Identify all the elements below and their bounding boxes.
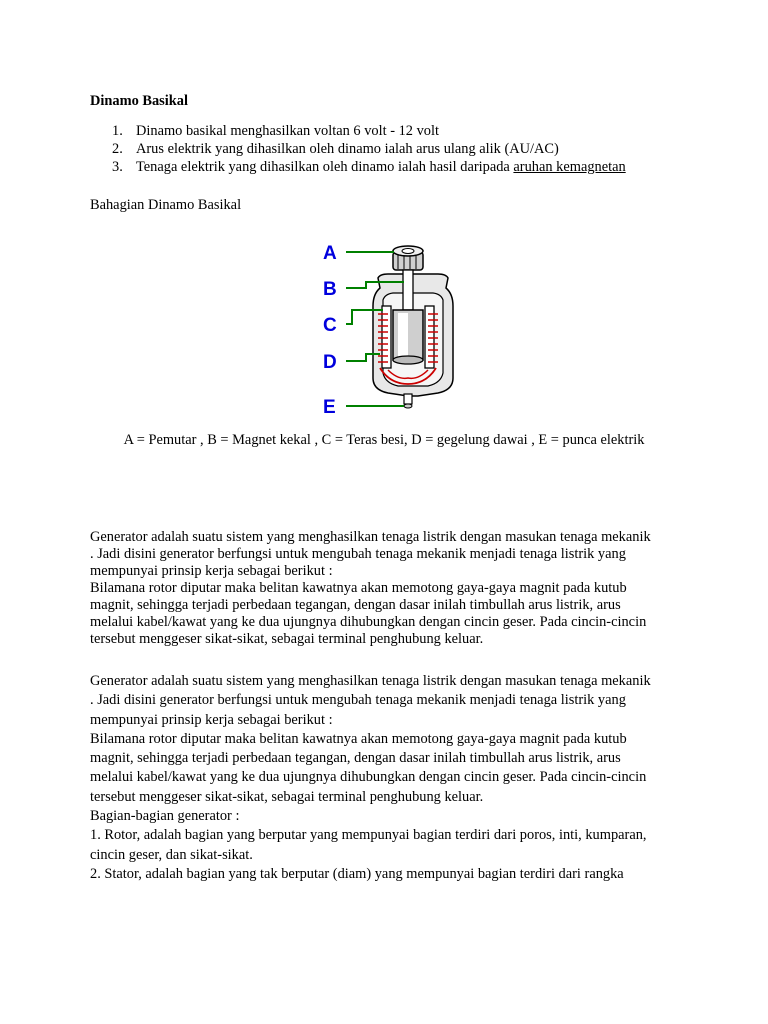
- section-heading: Bahagian Dinamo Basikal: [90, 197, 242, 213]
- diagram-label-d: D: [323, 352, 337, 373]
- dynamo-body: [373, 246, 453, 408]
- list-item-text: Tenaga elektrik yang dihasilkan oleh dinamo ialah hasil daripada: [136, 159, 514, 175]
- underlined-term: aruhan kemagnetan: [513, 159, 626, 175]
- paragraph-line: 2. Stator, adalah bagian yang tak berputar (diam) yang mempunyai bagian terdiri dari rangka: [90, 865, 624, 882]
- paragraph-line: magnit, sehingga terjadi perbedaan tegangan, dengan dasar inilah timbullah arus listrik, arus: [90, 597, 621, 613]
- list-number: 1.: [112, 123, 123, 139]
- document-title: Dinamo Basikal: [90, 93, 188, 109]
- list-item: [90, 140, 626, 158]
- paragraph-line: Generator adalah suatu sistem yang menghasilkan tenaga listrik dengan masukan tenaga mekanik: [90, 529, 651, 545]
- list-number: 3.: [112, 159, 123, 175]
- paragraph-line: Bilamana rotor diputar maka belitan kawatnya akan memotong gaya-gaya magnit pada kutub: [90, 730, 627, 747]
- paragraph-line: tersebut menggeser sikat-sikat, sebagai terminal penghubung keluar.: [90, 631, 484, 647]
- paragraph-line: . Jadi disini generator berfungsi untuk mengubah tenaga mekanik menjadi tenaga listrik yang: [90, 692, 626, 709]
- list-item: [90, 158, 626, 176]
- paragraph-2: [90, 672, 690, 884]
- paragraph-line: melalui kabel/kawat yang ke dua ujungnya dihubungkan dengan cincin geser. Pada cincin-cincin: [90, 769, 647, 786]
- list-number: 2.: [112, 141, 123, 157]
- dynamo-diagram: [318, 238, 678, 418]
- paragraph-line: Bilamana rotor diputar maka belitan kawatnya akan memotong gaya-gaya magnit pada kutub: [90, 580, 627, 596]
- list-item-text: Arus elektrik yang dihasilkan oleh dinamo ialah arus ulang alik (AU/AC): [136, 141, 559, 157]
- diagram-label-e: E: [323, 397, 336, 418]
- paragraph-line: cincin geser, dan sikat-sikat.: [90, 846, 253, 863]
- paragraph-line: mempunyai prinsip kerja sebagai berikut :: [90, 563, 333, 579]
- paragraph-line: Bagian-bagian generator :: [90, 808, 240, 825]
- paragraph-line: 1. Rotor, adalah bagian yang berputar yang mempunyai bagian terdiri dari poros, inti, kumparan,: [90, 827, 647, 844]
- paragraph-line: mempunyai prinsip kerja sebagai berikut :: [90, 711, 333, 728]
- paragraph-line: tersebut menggeser sikat-sikat, sebagai terminal penghubung keluar.: [90, 788, 484, 805]
- paragraph-line: magnit, sehingga terjadi perbedaan tegangan, dengan dasar inilah timbullah arus listrik, arus: [90, 750, 621, 767]
- diagram-caption: A = Pemutar , B = Magnet kekal , C = Teras besi, D = gegelung dawai , E = punca elektrik: [123, 432, 645, 448]
- paragraph-line: . Jadi disini generator berfungsi untuk mengubah tenaga mekanik menjadi tenaga listrik yang: [90, 546, 626, 562]
- diagram-label-b: B: [323, 279, 337, 300]
- paragraph-line: Generator adalah suatu sistem yang menghasilkan tenaga listrik dengan masukan tenaga mekanik: [90, 673, 651, 689]
- paragraph-line: melalui kabel/kawat yang ke dua ujungnya dihubungkan dengan cincin geser. Pada cincin-cincin: [90, 614, 647, 630]
- diagram-label-a: A: [323, 243, 337, 264]
- paragraph-1: [90, 528, 690, 647]
- diagram-label-c: C: [323, 315, 337, 336]
- list-item: [90, 122, 626, 140]
- facts-list: [90, 122, 626, 176]
- list-item-text: Dinamo basikal menghasilkan voltan 6 volt - 12 volt: [136, 123, 439, 139]
